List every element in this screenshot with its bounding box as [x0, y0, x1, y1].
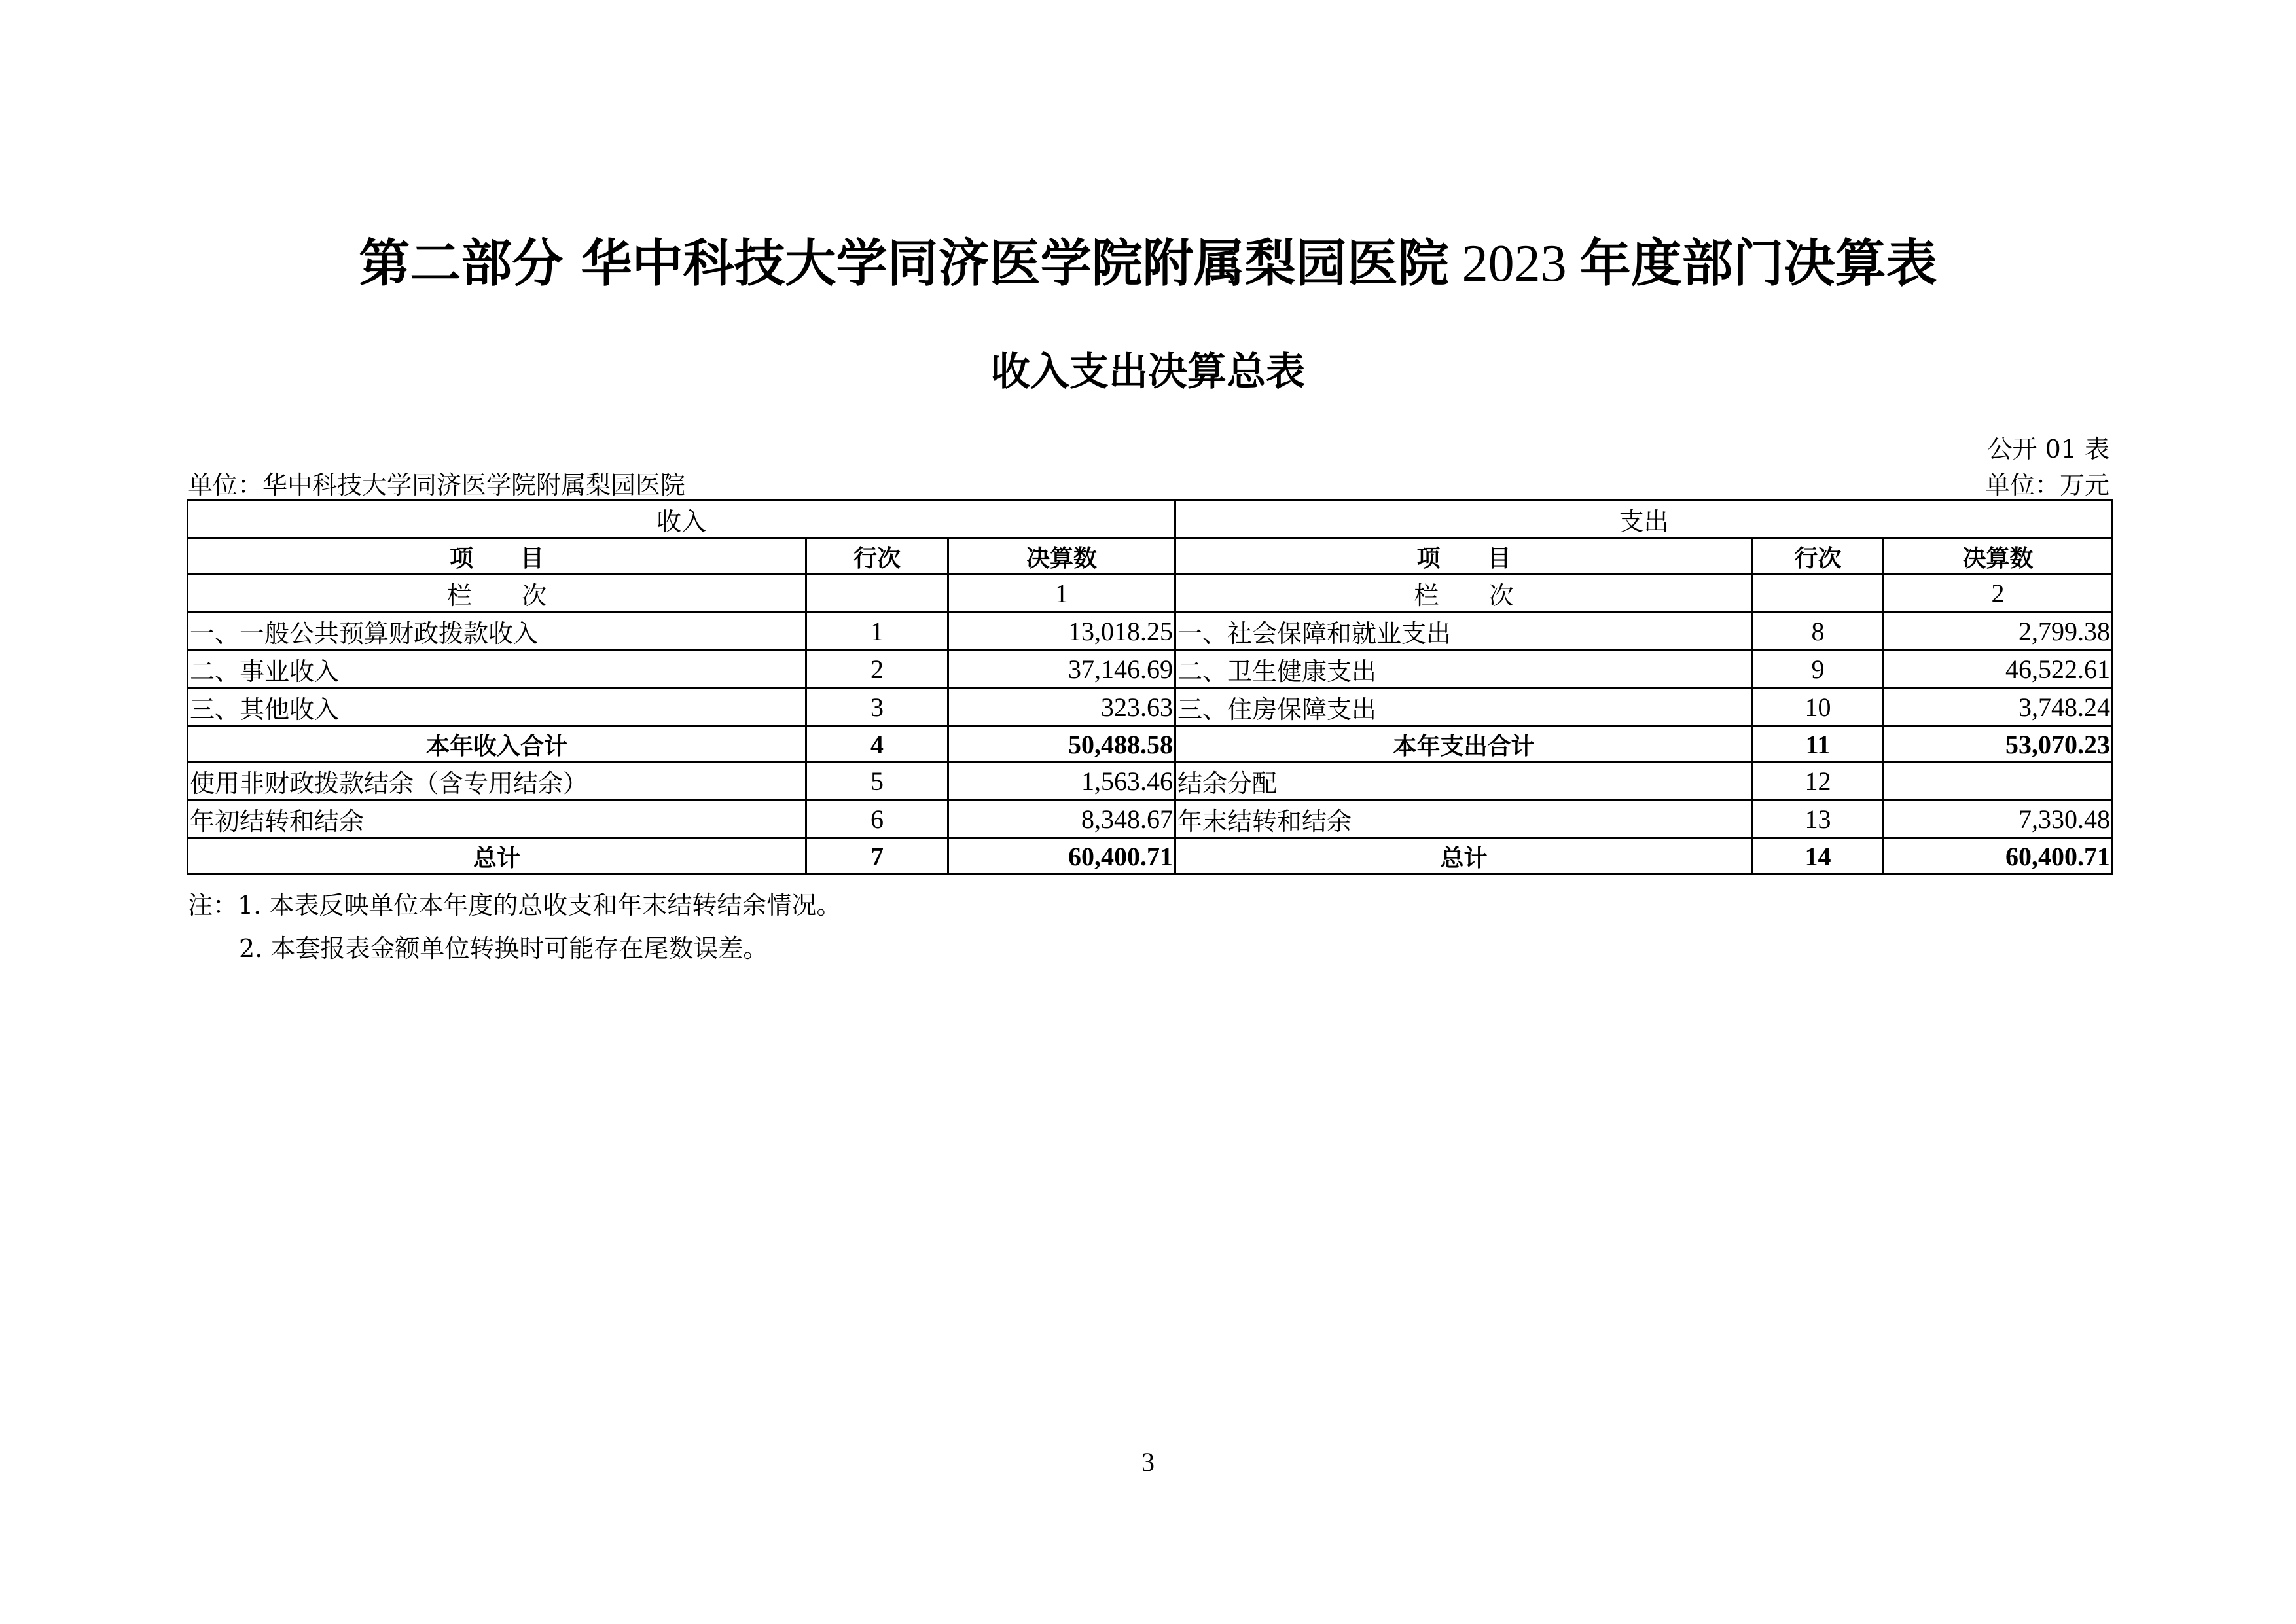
income-amount: 13,018.25 — [948, 613, 1175, 651]
expense-line: 12 — [1753, 763, 1884, 801]
income-amount-header: 决算数 — [948, 539, 1175, 575]
table-row — [188, 763, 2113, 801]
income-total-label: 总计 — [188, 839, 806, 875]
note-1: 注：1. 本表反映单位本年度的总收支和年末结转结余情况。 — [188, 891, 842, 920]
expense-amount: 2,799.38 — [1884, 613, 2113, 651]
expense-column-number: 2 — [1884, 575, 2113, 613]
expense-total-amount: 60,400.71 — [1884, 839, 2113, 875]
expense-line: 11 — [1753, 727, 1884, 763]
section-header-row — [188, 501, 2113, 539]
expense-line-header: 行次 — [1753, 539, 1884, 575]
expense-amount: 3,748.24 — [1884, 689, 2113, 727]
income-amount: 37,146.69 — [948, 651, 1175, 689]
expense-item: 三、住房保障支出 — [1175, 689, 1753, 727]
income-item: 年初结转和结余 — [188, 801, 806, 839]
subtotal-row — [188, 727, 2113, 763]
table-row — [188, 651, 2113, 689]
income-line: 5 — [806, 763, 948, 801]
table-row — [188, 689, 2113, 727]
expense-column-label: 栏 次 — [1175, 575, 1753, 613]
income-amount: 8,348.67 — [948, 801, 1175, 839]
income-line: 3 — [806, 689, 948, 727]
income-subtotal-label: 本年收入合计 — [188, 727, 806, 763]
table-row — [188, 801, 2113, 839]
expense-item: 结余分配 — [1175, 763, 1753, 801]
document-title — [0, 223, 2296, 296]
form-code: 公开 01 表 — [1987, 435, 2109, 463]
income-line: 7 — [806, 839, 948, 875]
income-amount: 1,563.46 — [948, 763, 1175, 801]
expense-line: 8 — [1753, 613, 1884, 651]
expense-item: 二、卫生健康支出 — [1175, 651, 1753, 689]
expense-item-header: 项 目 — [1175, 539, 1753, 575]
page-number: 3 — [1141, 1447, 1155, 1477]
income-item: 二、事业收入 — [188, 651, 806, 689]
income-item: 使用非财政拨款结余（含专用结余） — [188, 763, 806, 801]
income-line-header: 行次 — [806, 539, 948, 575]
income-line: 6 — [806, 801, 948, 839]
income-item: 一、一般公共预算财政拨款收入 — [188, 613, 806, 651]
expense-item: 年末结转和结余 — [1175, 801, 1753, 839]
column-number-row — [188, 575, 2113, 613]
income-item: 三、其他收入 — [188, 689, 806, 727]
income-line: 1 — [806, 613, 948, 651]
income-header: 收入 — [188, 501, 1175, 539]
title-suffix: 年度部门决算表 — [1579, 234, 1937, 293]
expense-total-label: 总计 — [1175, 839, 1753, 875]
expense-line: 10 — [1753, 689, 1884, 727]
expense-line: 13 — [1753, 801, 1884, 839]
expense-amount — [1884, 763, 2113, 801]
expense-line: 14 — [1753, 839, 1884, 875]
expense-amount: 46,522.61 — [1884, 651, 2113, 689]
income-column-number: 1 — [948, 575, 1175, 613]
table-notes — [188, 884, 841, 970]
income-item-header: 项 目 — [188, 539, 806, 575]
title-year: 2023 — [1448, 235, 1580, 293]
income-column-label: 栏 次 — [188, 575, 806, 613]
expense-amount: 7,330.48 — [1884, 801, 2113, 839]
expense-line: 9 — [1753, 651, 1884, 689]
expense-subtotal-label: 本年支出合计 — [1175, 727, 1753, 763]
column-header-row — [188, 539, 2113, 575]
income-line: 4 — [806, 727, 948, 763]
empty-cell — [806, 575, 948, 613]
expense-amount-header: 决算数 — [1884, 539, 2113, 575]
note-2: 2. 本套报表金额单位转换时可能存在尾数误差。 — [239, 934, 768, 963]
table-title: 收入支出决算总表 — [991, 349, 1305, 395]
expense-header: 支出 — [1175, 501, 2113, 539]
table-row — [188, 613, 2113, 651]
income-line: 2 — [806, 651, 948, 689]
expense-subtotal-amount: 53,070.23 — [1884, 727, 2113, 763]
income-amount: 323.63 — [948, 689, 1175, 727]
income-subtotal-amount: 50,488.58 — [948, 727, 1175, 763]
currency-unit: 单位：万元 — [1984, 471, 2109, 499]
empty-cell — [1753, 575, 1884, 613]
income-total-amount: 60,400.71 — [948, 839, 1175, 875]
expense-item: 一、社会保障和就业支出 — [1175, 613, 1753, 651]
income-expense-table — [187, 499, 2113, 875]
reporting-unit: 单位：华中科技大学同济医学院附属梨园医院 — [188, 471, 686, 499]
total-row — [188, 839, 2113, 875]
title-prefix: 第二部分 华中科技大学同济医学院附属梨园医院 — [359, 234, 1449, 293]
